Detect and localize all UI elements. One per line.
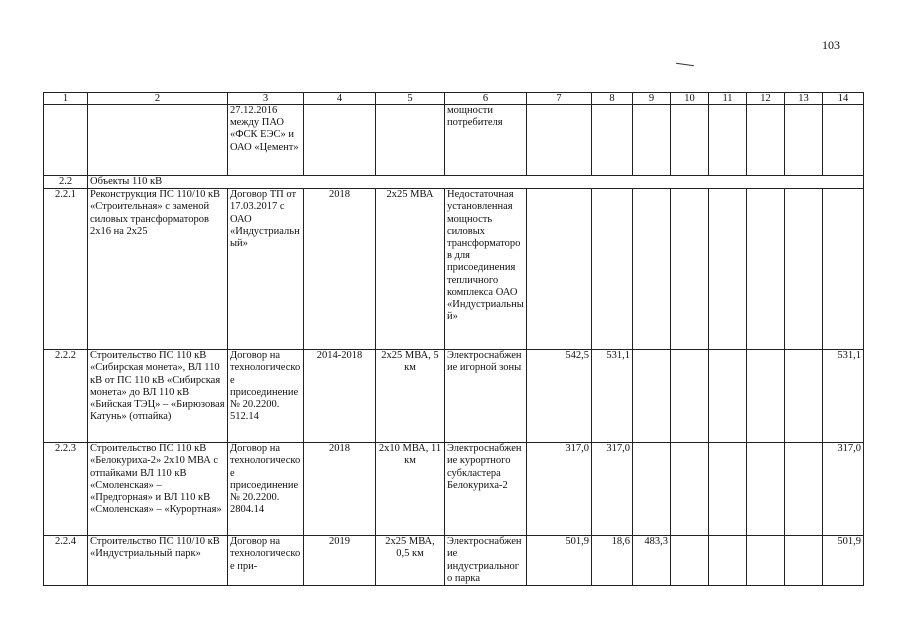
cell-object (88, 105, 228, 176)
cell-period: 2019 (304, 536, 376, 586)
cell-empty (709, 189, 747, 350)
cell-empty (671, 536, 709, 586)
column-header: 12 (747, 93, 785, 105)
cell-total: 531,1 (823, 350, 864, 443)
cell-basis: Договор на технологическое присоединение № 20.2200. 512.14 (228, 350, 304, 443)
cell-capacity: 2х10 МВА, 11 км (376, 443, 445, 536)
section-number: 2.2 (44, 176, 88, 189)
cell-capacity: 2х25 МВА, 0,5 км (376, 536, 445, 586)
cell-number (44, 105, 88, 176)
cell-empty (785, 105, 823, 176)
cell-value (633, 350, 671, 443)
cell-empty (785, 350, 823, 443)
cell-total: 317,0 (823, 443, 864, 536)
cell-number: 2.2.4 (44, 536, 88, 586)
cell-total-cost: 317,0 (527, 443, 592, 536)
cell-value: 483,3 (633, 536, 671, 586)
cell-total-cost (527, 105, 592, 176)
cell-value (592, 189, 633, 350)
section-row (44, 176, 864, 189)
scan-mark (676, 63, 694, 66)
cell-empty (785, 536, 823, 586)
cell-total: 501,9 (823, 536, 864, 586)
cell-empty (747, 189, 785, 350)
cell-object: Реконструкция ПС 110/10 кВ «Строительная» с заменой силовых трансформаторов 2х16 на 2х25 (88, 189, 228, 350)
page-number: 103 (822, 38, 840, 52)
cell-total (823, 105, 864, 176)
cell-purpose: Электроснабжение индустриального парка (445, 536, 527, 586)
cell-empty (671, 189, 709, 350)
cell-value (633, 443, 671, 536)
cell-empty (785, 189, 823, 350)
cell-capacity: 2х25 МВА, 5 км (376, 350, 445, 443)
cell-empty (709, 105, 747, 176)
table-row (44, 536, 864, 586)
cell-period (304, 105, 376, 176)
cell-capacity (376, 105, 445, 176)
table-row (44, 350, 864, 443)
cell-period: 2018 (304, 189, 376, 350)
cell-empty (747, 105, 785, 176)
cell-value: 317,0 (592, 443, 633, 536)
cell-empty (785, 443, 823, 536)
table-row (44, 443, 864, 536)
column-header: 3 (228, 93, 304, 105)
cell-empty (747, 536, 785, 586)
cell-value (592, 105, 633, 176)
cell-purpose: Недостаточная установленная мощность силовых трансформаторов для присоединения тепличного комплекса ОАО «Индустриальный» (445, 189, 527, 350)
cell-object: Строительство ПС 110/10 кВ «Индустриальный парк» (88, 536, 228, 586)
cell-empty (671, 350, 709, 443)
section-title: Объекты 110 кВ (88, 176, 864, 189)
investment-table (43, 92, 864, 586)
cell-empty (709, 536, 747, 586)
column-header: 5 (376, 93, 445, 105)
cell-empty (747, 443, 785, 536)
cell-value (633, 105, 671, 176)
column-header: 9 (633, 93, 671, 105)
cell-value: 531,1 (592, 350, 633, 443)
cell-value (633, 189, 671, 350)
cell-period: 2014-2018 (304, 350, 376, 443)
cell-period: 2018 (304, 443, 376, 536)
cell-basis: Договор на технологическое присоединение № 20.2200. 2804.14 (228, 443, 304, 536)
cell-number: 2.2.3 (44, 443, 88, 536)
cell-total-cost: 542,5 (527, 350, 592, 443)
cell-purpose: Электроснабжение курортного субкластера Белокуриха-2 (445, 443, 527, 536)
cell-object: Строительство ПС 110 кВ «Белокуриха-2» 2х10 МВА с отпайками ВЛ 110 кВ «Смоленская» – «Предгорная» и ВЛ 110 кВ «Смоленская» – «Курортная» (88, 443, 228, 536)
column-header: 8 (592, 93, 633, 105)
cell-total-cost: 501,9 (527, 536, 592, 586)
cell-basis: Договор ТП от 17.03.2017 с ОАО «Индустриальный» (228, 189, 304, 350)
cell-purpose: мощности потребителя (445, 105, 527, 176)
column-header: 13 (785, 93, 823, 105)
column-header: 6 (445, 93, 527, 105)
cell-number: 2.2.2 (44, 350, 88, 443)
column-header: 11 (709, 93, 747, 105)
cell-object: Строительство ПС 110 кВ «Сибирская монета», ВЛ 110 кВ от ПС 110 кВ «Сибирская монета» до ВЛ 110 кВ «Бийская ТЭЦ» – «Бирюзовая Катунь» (отпайка) (88, 350, 228, 443)
cell-number: 2.2.1 (44, 189, 88, 350)
cell-purpose: Электроснабжение игорной зоны (445, 350, 527, 443)
cell-total (823, 189, 864, 350)
cell-empty (671, 105, 709, 176)
cell-basis: 27.12.2016 между ПАО «ФСК ЕЭС» и ОАО «Цемент» (228, 105, 304, 176)
column-header: 4 (304, 93, 376, 105)
cell-total-cost (527, 189, 592, 350)
cell-empty (709, 350, 747, 443)
column-header: 10 (671, 93, 709, 105)
cell-empty (671, 443, 709, 536)
column-header: 2 (88, 93, 228, 105)
table-row (44, 105, 864, 176)
column-header: 7 (527, 93, 592, 105)
column-header: 14 (823, 93, 864, 105)
cell-empty (709, 443, 747, 536)
column-header: 1 (44, 93, 88, 105)
cell-capacity: 2х25 МВА (376, 189, 445, 350)
cell-basis: Договор на технологическое при- (228, 536, 304, 586)
cell-value: 18,6 (592, 536, 633, 586)
cell-empty (747, 350, 785, 443)
table-row (44, 189, 864, 350)
column-number-row (44, 93, 864, 105)
